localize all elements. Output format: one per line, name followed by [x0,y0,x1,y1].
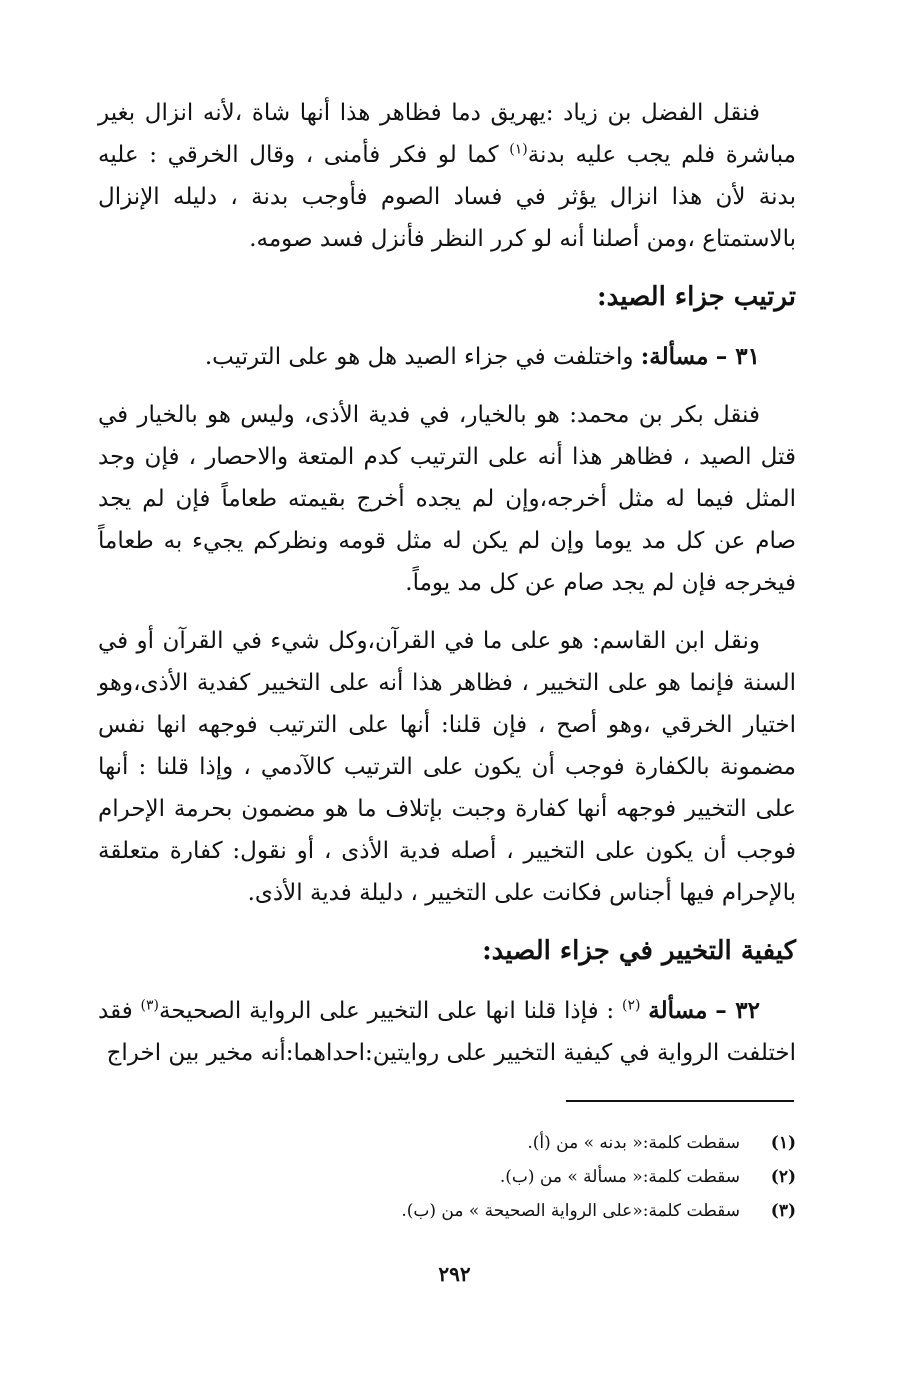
footnotes [120,1126,796,1228]
footnote-text: سقطت كلمة:«على الرواية الصحيحة » من (ب). [401,1201,740,1221]
masala-text: فقد اختلفت الرواية في كيفية التخيير على روايتين:احداهما:أنه مخير بين اخراج [98,998,796,1066]
footnote-number: (٣) [770,1201,796,1221]
footnote-item [120,1194,796,1228]
footnote-ref: (٣) [140,997,159,1014]
footnote-number: (٢) [770,1167,796,1187]
paragraph-ibn-qasim: ونقل ابن القاسم: هو على ما في القرآن،وكل شيء في القرآن أو في السنة فإنما هو على التخيير ، فظاهر هذا أنه على التخيير كفدية الأذى،وهو اختيار الخرقي ،وهو أصح ، فإن قلنا: أنها على الترتيب فوجهه انها نفس مضمونة بالكفارة فوجب أن يكون على الترتيب كالآدمي ، وإذا قلنا : أنها على التخيير فوجهه أنها كفارة وجبت بإتلاف ما هو مضمون بحرمة الإحرام فوجب أن يكون على التخيير ، أصله فدية الأذى ، أو نقول: كفارة متعلقة بالإحرام فيها أجناس فكانت على التخيير ، دليلة فدية الأذى. [98,628,796,906]
paragraph-bakr: فنقل بكر بن محمد: هو بالخيار، في فدية الأذى، وليس هو بالخيار في قتل الصيد ، فظاهر هذا أنه على الترتيب كدم المتعة والاحصار ، فإن وجد المثل فيما له مثل أخرجه،وإن لم يجده أخرج بقيمته طعاماً فإن لم يجد صام عن كل مد يوما وإن لم يكن له مثل قومه ونظركم يجيء به طعاماً فيخرجه فإن لم يجد صام عن كل مد يوماً. [98,402,796,596]
section-heading: كيفية التخيير في جزاء الصيد: [482,936,796,966]
footnote-number: (١) [770,1133,796,1153]
masala-32 [98,990,796,1074]
footnote-text: سقطت كلمة:« مسألة » من (ب). [499,1167,740,1187]
footnote-ref: (٢) [622,997,641,1014]
footnote-item [120,1126,796,1160]
paragraph-khirqi [98,92,796,260]
footnote-divider [566,1100,794,1102]
masala-label: مسألة [648,997,708,1024]
page-number: ٢٩٢ [438,1262,471,1286]
masala-text: : فإذا قلنا انها على التخيير على الرواية الصحيحة [158,998,622,1024]
footnote-ref: (١) [509,141,528,158]
footnote-text: سقطت كلمة:« بدنه » من (أ). [527,1133,740,1153]
masala-31 [98,336,796,378]
masala-number: ٣١ – [715,343,760,370]
masala-number: ٣٢ – [715,997,761,1024]
masala-label: مسألة: [640,343,709,370]
paragraph-text: فنقل الفضل بن زياد :يهريق دما فظاهر هذا أنها شاة ،لأنه انزال بغير مباشرة فلم يجب عليه بدنة [98,100,796,168]
section-heading: ترتيب جزاء الصيد: [597,282,796,312]
paragraph-text: كما لو فكر فأمنى ، وقال الخرقي : عليه بدنة لأن هذا انزال يؤثر في فساد الصوم فأوجب بدنة ، دليله الإنزال بالاستمتاع ،ومن أصلنا أنه لو كرر النظر فأنزل فسد صومه. [98,142,796,252]
footnote-item [120,1160,796,1194]
main-text [98,92,796,1090]
masala-text: واختلفت في جزاء الصيد هل هو على الترتيب. [204,344,641,370]
